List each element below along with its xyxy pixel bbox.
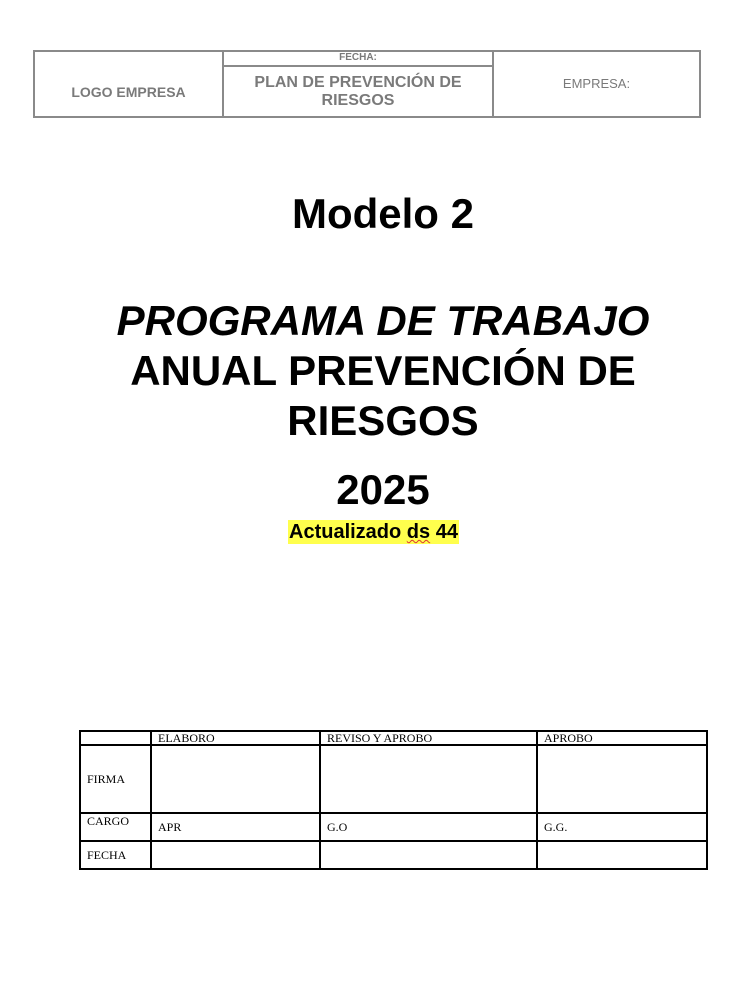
signature-table xyxy=(79,730,708,870)
plan-title: PLAN DE PREVENCIÓN DE RIESGOS xyxy=(254,73,462,109)
table-cell[interactable] xyxy=(537,841,707,869)
table-cell[interactable] xyxy=(151,745,320,813)
logo-placeholder: LOGO EMPRESA xyxy=(71,84,186,100)
header-cell: ELABORO xyxy=(151,731,320,745)
table-cell[interactable] xyxy=(320,745,537,813)
plan-cell xyxy=(224,52,494,116)
program-title xyxy=(0,296,732,446)
row-label: FIRMA xyxy=(80,745,151,813)
updated-prefix: Actualizado xyxy=(289,521,407,543)
updated-note xyxy=(288,520,459,544)
header-cell: REVISO Y APROBO xyxy=(320,731,537,745)
logo-cell xyxy=(35,52,224,116)
document-header xyxy=(33,50,701,118)
model-title: Modelo 2 xyxy=(291,190,474,237)
header-cell xyxy=(80,731,151,745)
table-row xyxy=(80,745,707,813)
title-line-1: PROGRAMA DE TRABAJO xyxy=(116,297,650,344)
updated-number: 44 xyxy=(430,521,458,543)
empresa-label: EMPRESA: xyxy=(562,75,631,91)
table-cell[interactable] xyxy=(151,841,320,869)
table-cell[interactable]: G.G. xyxy=(537,813,707,841)
table-header-row xyxy=(80,731,707,745)
empresa-cell xyxy=(494,52,699,116)
title-line-2: ANUAL PREVENCIÓN DE xyxy=(130,347,636,394)
title-line-3: RIESGOS xyxy=(287,397,479,444)
table-cell[interactable] xyxy=(537,745,707,813)
header-cell: APROBO xyxy=(537,731,707,745)
year-title: 2025 xyxy=(336,466,430,513)
table-cell[interactable]: APR xyxy=(151,813,320,841)
row-label: FECHA xyxy=(80,841,151,869)
table-cell[interactable] xyxy=(320,841,537,869)
row-label: CARGO xyxy=(80,813,151,841)
fecha-label: FECHA: xyxy=(224,52,492,67)
table-row xyxy=(80,813,707,841)
spellcheck-word[interactable]: ds xyxy=(406,521,431,543)
table-row xyxy=(80,841,707,869)
table-cell[interactable]: G.O xyxy=(320,813,537,841)
